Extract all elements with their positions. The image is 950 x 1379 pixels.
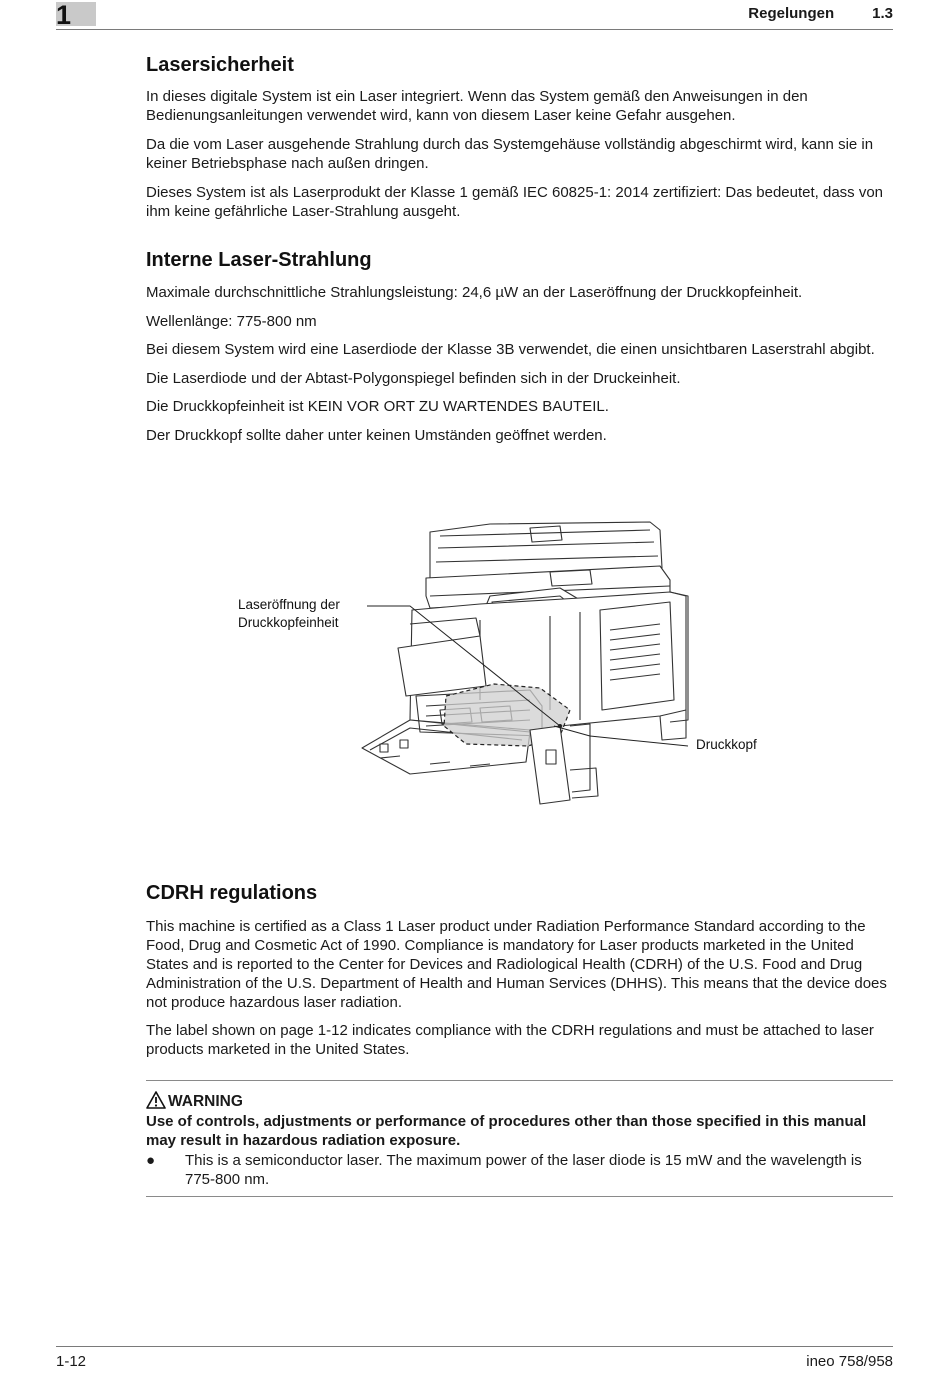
footer-divider (56, 1346, 893, 1347)
warning-bullet-text: This is a semiconductor laser. The maximum power of the laser diode is 15 mW and the wavelength is 775-800 nm. (185, 1152, 862, 1188)
cdrh-paragraph-1: This machine is certified as a Class 1 Laser product under Radiation Performance Standard according to the Food, Drug and Cosmetic Act of 1990. Compliance is mandatory for Laser products marketed in the United States and is reported to the Center for Devices and Radiological Health (CDRH) of the U.S. Food and Drug Administration of the U.S. Department of Health and Human Services (DHHS). This means that the device does not produce hazardous laser radiation. (146, 918, 887, 1011)
internal-laser-paragraph-1: Maximale durchschnittliche Strahlungsleistung: 24,6 µW an der Laseröffnung der Druckkopfeinheit. (146, 284, 803, 301)
internal-laser-paragraph-4: Die Laserdiode und der Abtast-Polygonspiegel befinden sich in der Druckeinheit. (146, 370, 681, 387)
chapter-number: 1 (56, 0, 72, 30)
header-divider (56, 29, 893, 30)
laser-opening-label-line-2: Druckkopfeinheit (238, 615, 339, 630)
model-name: ineo 758/958 (806, 1353, 893, 1370)
warning-title-text: WARNING (168, 1093, 243, 1110)
warning-top-divider (146, 1080, 893, 1081)
internal-laser-paragraph-6: Der Druckkopf sollte daher unter keinen Umständen geöffnet werden. (146, 427, 607, 444)
internal-laser-heading: Interne Laser-Strahlung (146, 249, 372, 271)
chapter-title: Regelungen (748, 5, 835, 22)
page-number: 1-12 (56, 1353, 87, 1370)
laser-opening-label-line-1: Laseröffnung der (238, 597, 340, 612)
cdrh-heading: CDRH regulations (146, 882, 318, 904)
warning-triangle-icon (146, 1091, 166, 1109)
printer-illustration (230, 500, 770, 820)
laser-safety-paragraph-3: Dieses System ist als Laserprodukt der Klasse 1 gemäß IEC 60825-1: 2014 zertifiziert: Das bedeutet, dass von ihm keine gefährliche Laser-Strahlung ausgeht. (146, 184, 884, 220)
cdrh-paragraph-2: The label shown on page 1-12 indicates compliance with the CDRH regulations and must be attached to laser products marketed in the United States. (146, 1022, 874, 1058)
section-number: 1.3 (872, 5, 893, 22)
laser-safety-paragraph-1: In dieses digitale System ist ein Laser integriert. Wenn das System gemäß den Anweisungen in den Bedienungsanleitungen verwendet wird, kann von diesem Laser keine Gefahr ausgehen. (146, 88, 808, 124)
laser-safety-heading: Lasersicherheit (146, 54, 294, 76)
print-head-label: Druckkopf (696, 737, 757, 752)
warning-bottom-divider (146, 1196, 893, 1197)
laser-opening-label (238, 596, 340, 632)
bullet-icon: ● (146, 1152, 156, 1169)
printer-diagram (230, 500, 770, 820)
internal-laser-paragraph-2: Wellenlänge: 775-800 nm (146, 313, 317, 330)
running-header (748, 5, 893, 22)
warning-title (146, 1091, 243, 1111)
internal-laser-paragraph-3: Bei diesem System wird eine Laserdiode der Klasse 3B verwendet, die einen unsichtbaren Laserstrahl abgibt. (146, 341, 875, 358)
warning-statement: Use of controls, adjustments or performance of procedures other than those specified in this manual may result in hazardous radiation exposure. (146, 1113, 867, 1149)
internal-laser-paragraph-5: Die Druckkopfeinheit ist KEIN VOR ORT ZU WARTENDES BAUTEIL. (146, 398, 609, 415)
laser-safety-paragraph-2: Da die vom Laser ausgehende Strahlung durch das Systemgehäuse vollständig abgeschirmt wird, kann sie in keiner Betriebsphase nach außen dringen. (146, 136, 874, 172)
